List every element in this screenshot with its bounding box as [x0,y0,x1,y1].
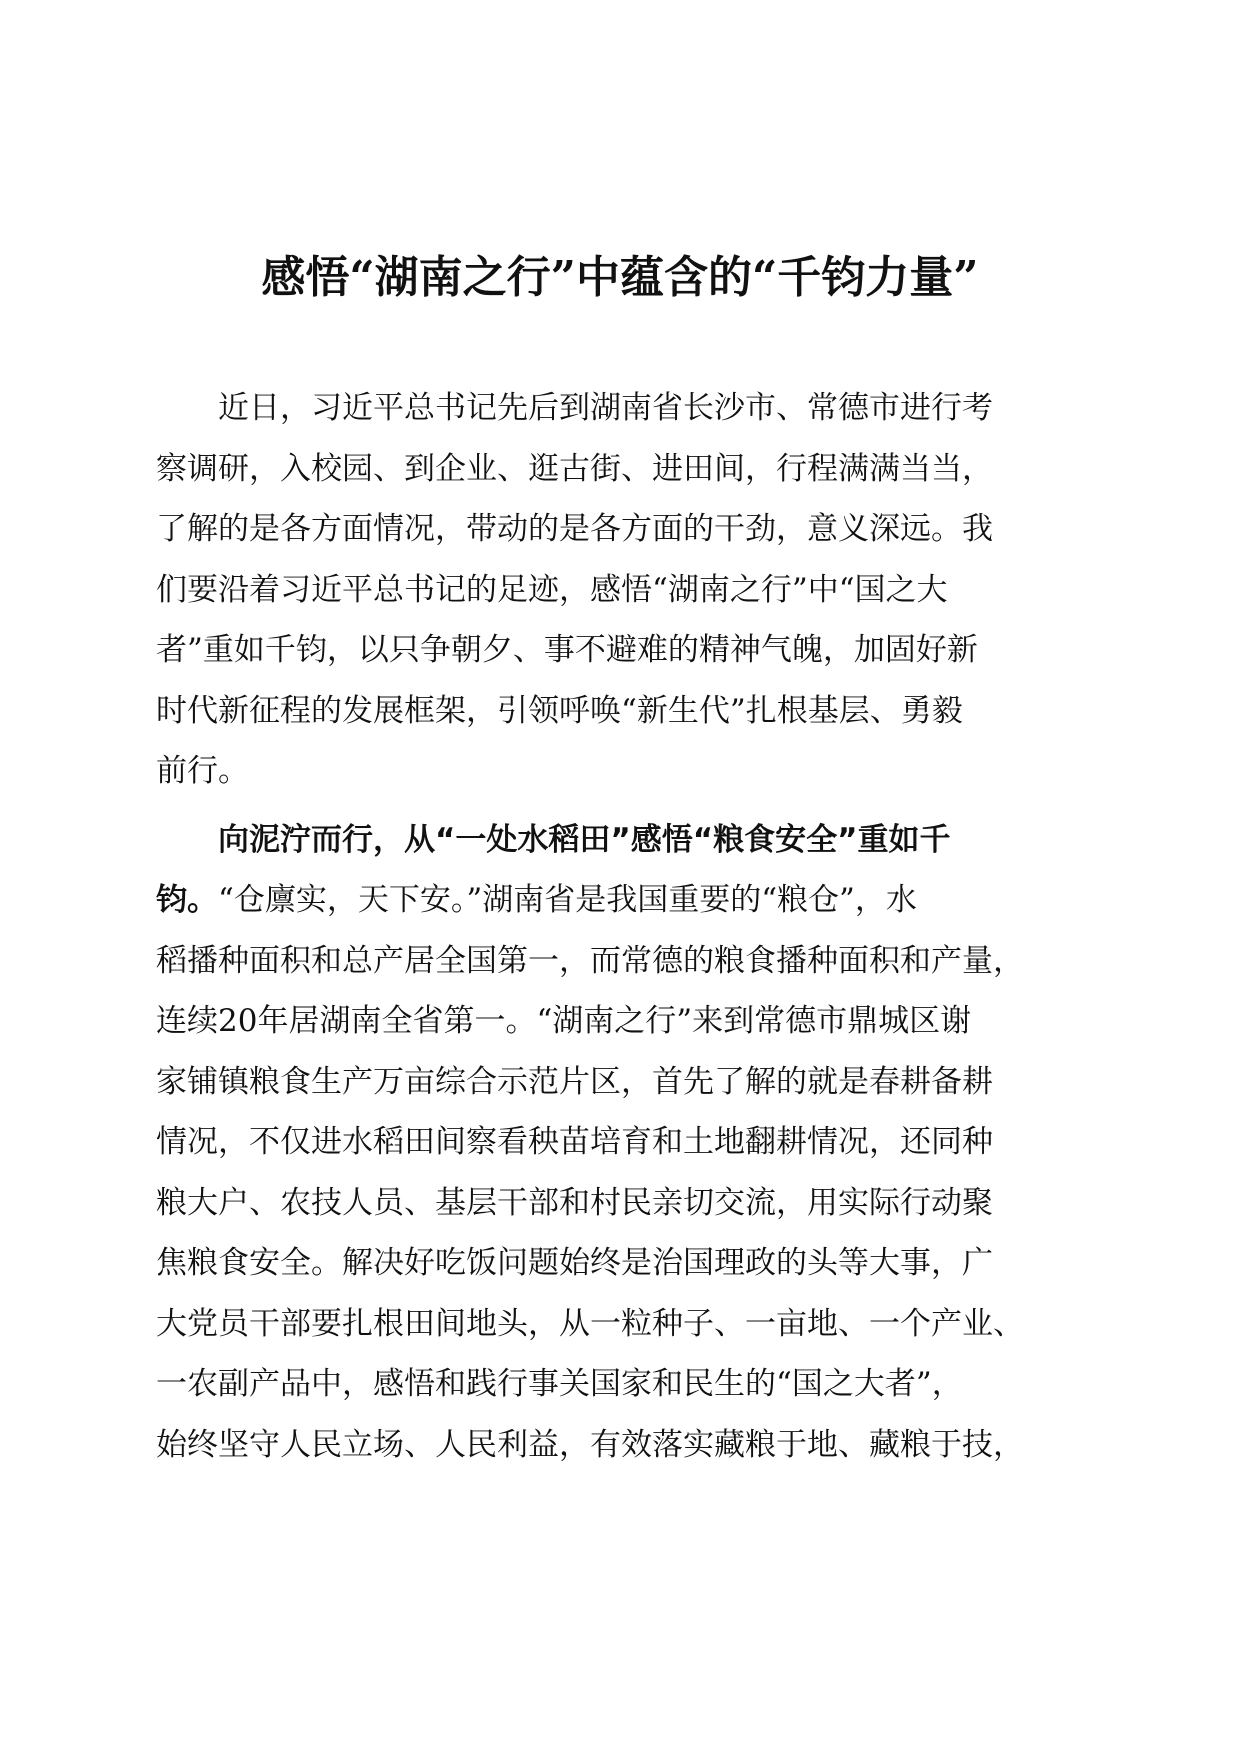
paragraph-2-line: 大党员干部要扎根田间地头，从一粒种子、一亩地、一个产业、 [156,1305,1024,1342]
paragraph-2-line: 情况，不仅进水稻田间察看秧苗培育和土地翻耕情况，还同种 [156,1124,993,1160]
paragraph-1-line: 前行。 [156,753,249,789]
paragraph-2-line: 连续20年居湖南全省第一。“湖南之行”来到常德市鼎城区谢 [156,1003,972,1039]
paragraph-2-line: 始终坚守人民立场、人民利益，有效落实藏粮于地、藏粮于技， [156,1426,1024,1463]
paragraph-1-line: 者”重如千钧，以只争朝夕、事不避难的精神气魄，加固好新 [156,632,978,668]
paragraph-1-line: 们要沿着习近平总书记的足迹，感悟“湖南之行”中“国之大 [156,571,948,608]
paragraph-2-line-rest: “仓廪实，天下安。”湖南省是我国重要的“粮仓”，水 [218,882,917,918]
paragraph-2-line: 家铺镇粮食生产万亩综合示范片区，首先了解的就是春耕备耕 [156,1063,993,1100]
document-title: 感悟“湖南之行”中蕴含的“千钧力量” [261,252,979,303]
paragraph-2-line: 稻播种面积和总产居全国第一，而常德的粮食播种面积和产量， [156,942,1024,979]
paragraph-2-line [156,870,1092,931]
paragraph-2-line: 一农副产品中，感悟和践行事关国家和民生的“国之大者”， [156,1366,963,1402]
paragraph-1-line: 察调研，入校园、到企业、逛古街、进田间，行程满满当当， [156,450,993,487]
paragraph-2-line: 粮大户、农技人员、基层干部和村民亲切交流，用实际行动聚 [156,1184,993,1221]
paragraph-spacer [156,802,1092,810]
paragraph-2-lead-heading: 向泥泞而行，从“一处水稻田”感悟“粮食安全”重如千 [156,821,951,858]
document-body [156,378,1092,1475]
paragraph-2-line: 焦粮食安全。解决好吃饭问题始终是治国理政的头等大事，广 [156,1245,993,1281]
paragraph-1-line: 时代新征程的发展框架，引领呼唤“新生代”扎根基层、勇毅 [156,692,963,729]
paragraph-2-lead-heading-end: 钧。 [156,882,218,918]
paragraph-1-line: 近日，习近平总书记先后到湖南省长沙市、常德市进行考 [156,390,993,426]
paragraph-1-line: 了解的是各方面情况，带动的是各方面的干劲，意义深远。我 [156,511,993,547]
